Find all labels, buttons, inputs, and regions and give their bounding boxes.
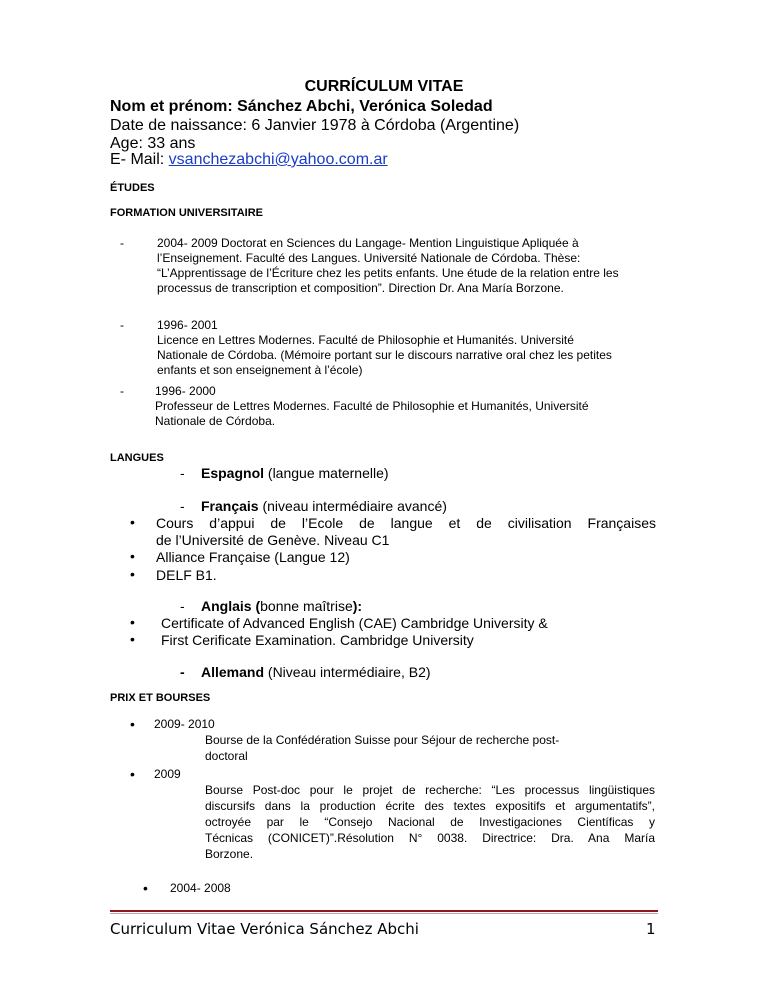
section-etudes: ÉTUDES [110, 182, 155, 194]
language-name: Anglais ( [201, 598, 261, 614]
formation-item-doctorat [157, 236, 662, 296]
section-prix-et-bourses: PRIX ET BOURSES [110, 692, 211, 704]
bullet-icon: • [130, 548, 135, 564]
language-anglais [201, 597, 362, 615]
text-line: Técnicas (CONICET)”.Résolution N° 0038. Directrice: Dra. Ana María [205, 831, 655, 845]
prize-item [205, 782, 655, 862]
text-line: discursifs dans la production écrite des textes expositifs et argumentatifs”, [205, 799, 655, 813]
prize-year: 2009 [154, 767, 181, 781]
section-formation-universitaire: FORMATION UNIVERSITAIRE [110, 207, 263, 219]
text-line: Nationale de Córdoba. (Mémoire portant sur le discours narrative oral chez les petites [157, 348, 612, 362]
language-detail: de l’Université de Genève. Niveau C1 [156, 532, 390, 548]
name-line: Nom et prénom: Sánchez Abchi, Verónica Soledad [110, 98, 493, 115]
text-line: Licence en Lettres Modernes. Faculté de Philosophie et Humanités. Université [157, 333, 574, 347]
footer-text: Curriculum Vitae Verónica Sánchez Abchi [110, 920, 419, 938]
section-langues: LANGUES [110, 452, 164, 464]
email-line [110, 150, 388, 169]
list-dash: - [120, 318, 124, 332]
formation-item-licence [157, 318, 662, 378]
footer-rule [110, 910, 658, 912]
document-title: CURRÍCULUM VITAE [304, 78, 464, 95]
language-detail: (langue maternelle) [264, 465, 389, 481]
bullet-icon: • [130, 766, 135, 782]
language-detail: bonne maîtrise [260, 598, 353, 614]
age-line: Age: 33 ans [110, 135, 196, 152]
bullet-icon: • [130, 566, 135, 582]
language-name: Français [201, 498, 259, 514]
prize-year: 2009- 2010 [154, 717, 215, 731]
language-detail: Cours d’appui de l’Ecole de langue et de civilisation Françaises [156, 515, 656, 531]
email-label: E- Mail: [110, 151, 169, 168]
birth-date-line: Date de naissance: 6 Janvier 1978 à Córdoba (Argentine) [110, 117, 520, 134]
list-dash: - [180, 598, 185, 614]
list-dash: - [180, 465, 185, 481]
page-number: 1 [646, 920, 656, 938]
text-line: Bourse Post-doc pour le projet de recherche: “Les processus lingüistiques [205, 783, 655, 797]
bullet-icon: • [130, 614, 135, 630]
text-line: 1996- 2000 [155, 384, 216, 398]
bullet-icon: • [130, 716, 135, 732]
list-dash: - [120, 236, 124, 250]
language-name-suffix: ): [352, 598, 363, 614]
email-link[interactable]: vsanchezabchi@yahoo.com.ar [168, 151, 388, 168]
language-detail: DELF B1. [156, 567, 217, 583]
language-detail: (Niveau intermédiaire, B2) [264, 664, 431, 680]
bullet-icon: • [130, 631, 135, 647]
language-allemand [201, 663, 431, 681]
language-espagnol [201, 464, 389, 482]
text-line: Borzone. [205, 847, 254, 861]
bullet-icon: • [143, 880, 148, 896]
language-detail: Alliance Française (Langue 12) [156, 549, 350, 565]
text-line: Professeur de Lettres Modernes. Faculté de Philosophie et Humanités, Université [155, 399, 589, 413]
text-line: 1996- 2001 [157, 318, 218, 332]
footer-rule-thin [110, 913, 658, 914]
list-dash: - [180, 664, 185, 680]
language-name: Espagnol [201, 465, 265, 481]
prize-year: 2004- 2008 [170, 881, 231, 895]
language-name: Allemand [201, 664, 265, 680]
text-line: 2004- 2009 Doctorat en Sciences du Langage- Mention Linguistique Apliquée à [157, 236, 579, 250]
list-dash: - [120, 384, 124, 398]
text-line: octroyée par le “Consejo Nacional de Investigaciones Científicas y [205, 815, 655, 829]
language-francais [201, 497, 447, 515]
language-detail: First Cerificate Examination. Cambridge University [161, 632, 474, 648]
language-detail: Certificate of Advanced English (CAE) Cambridge University & [161, 615, 548, 631]
text-line: enfants et son enseignement à l’école) [157, 363, 363, 377]
formation-item-professeur [155, 384, 660, 429]
text-line: doctoral [205, 749, 248, 763]
text-line: l’Enseignement. Faculté des Langues. Université Nationale de Córdoba. Thèse: [157, 251, 581, 265]
list-dash: - [180, 498, 185, 514]
text-line: Nationale de Córdoba. [155, 414, 276, 428]
text-line: processus de transcription et composition”. Direction Dr. Ana María Borzone. [157, 281, 564, 295]
bullet-icon: • [130, 514, 135, 530]
text-line: “L’Apprentissage de l’Écriture chez les petits enfants. Une étude de la relation entre les [157, 266, 619, 280]
text-line: Bourse de la Confédération Suisse pour Séjour de recherche post- [205, 733, 560, 747]
prize-item [205, 732, 655, 764]
language-detail: (niveau intermédiaire avancé) [258, 498, 447, 514]
